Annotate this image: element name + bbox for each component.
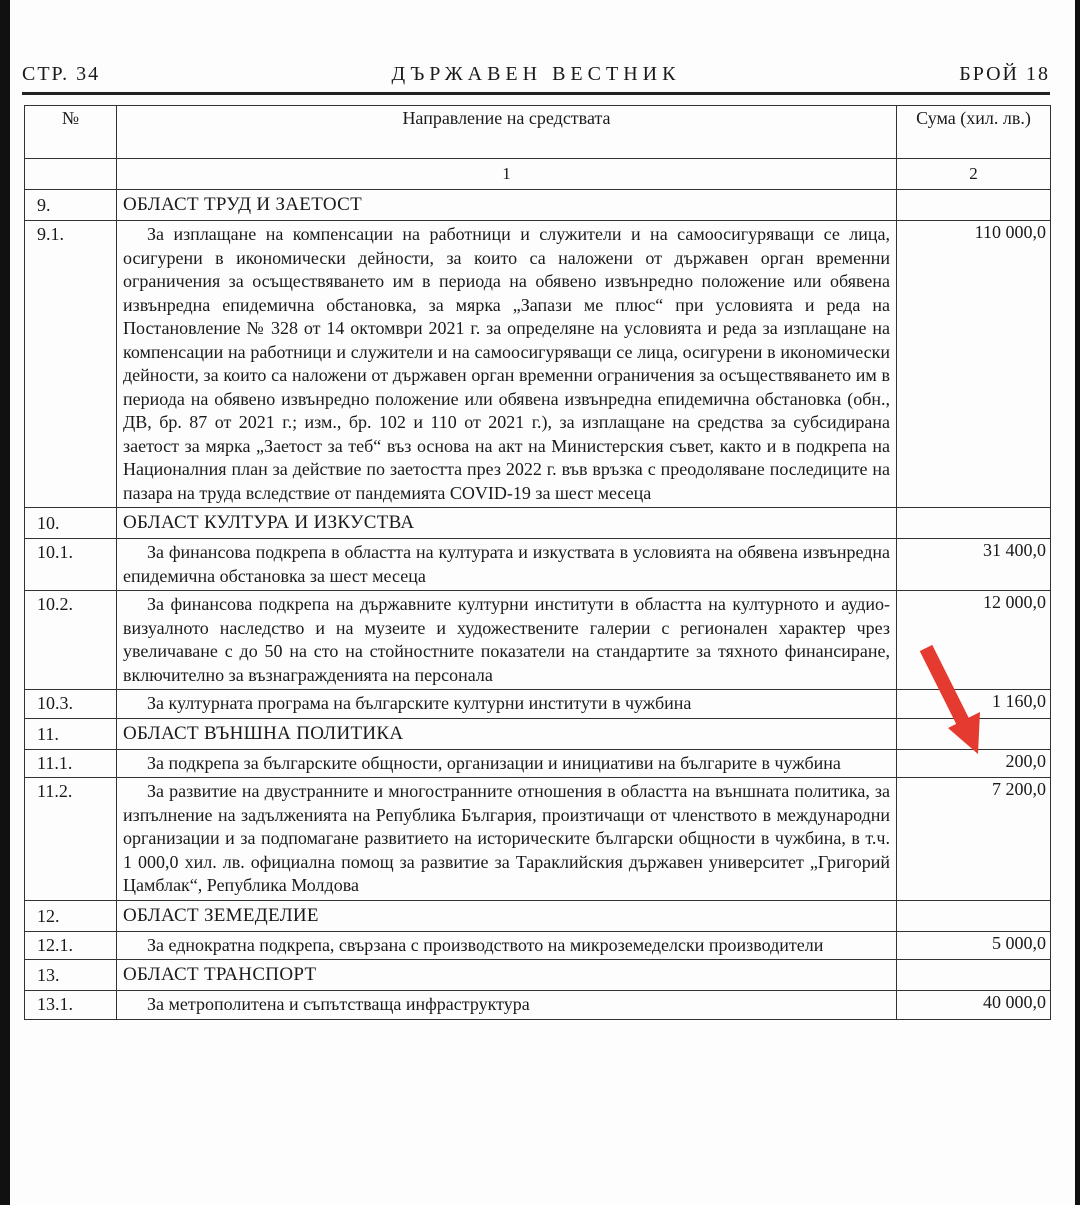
table-row [25, 690, 1051, 719]
row-amount: 200,0 [897, 749, 1051, 778]
row-description-text: За метрополитена и съпътстваща инфраструктура [147, 994, 530, 1014]
row-description [117, 749, 897, 778]
row-description-text: За изплащане на компенсации на работници и служители и на самоосигуряващи се лица, осигурени в икономически дейности, за които са наложени от държавен орган временни ограничения за осъществяването им в периода на обявено извънредно положение или обявена извънредна епидемична обстановка, за мярка „Запази ме плюс“ при условията и реда на Постановление № 328 от 14 октомври 2021 г. за определяне на условията и реда за изплащане на компенсации на работници и служители и на самоосигуряващи се лица, осигурени в икономически дейности, за които са наложени от държавен орган временни ограничения за осъществяването им в периода на обявено извънредно положение или обявена извънредна епидемична обстановка (обн., ДВ, бр. 87 от 2021 г.; изм., бр. 102 и 110 от 2021 г.), за изплащане на средства за субсидирана заетост за мярка „Заетост за теб“ въз основа на акт на Министерския съвет, както и в подкрепа на Националния план за действие по заетостта през 2022 г. във връзка с преодоляване последиците на пазара на труда вследствие от пандемията COVID-19 за шест месеца [123, 224, 890, 503]
row-amount [897, 508, 1051, 539]
column-header-amount: Сума (хил. лв.) [897, 106, 1051, 159]
row-amount: 40 000,0 [897, 991, 1051, 1020]
row-amount [897, 190, 1051, 221]
issue-number: БРОЙ 18 [959, 63, 1050, 85]
header-rule [22, 92, 1050, 95]
row-description-text: За подкрепа за българските общности, организации и инициативи на българите в чужбина [147, 752, 841, 773]
row-amount: 1 160,0 [897, 690, 1051, 719]
row-number: 13. [25, 960, 117, 991]
column-header-number: № [25, 106, 117, 159]
row-number: 9. [25, 190, 117, 221]
row-description [117, 778, 897, 901]
row-number: 10. [25, 508, 117, 539]
row-number: 12.1. [25, 931, 117, 960]
column-index-amount: 2 [897, 159, 1051, 190]
row-number: 13.1. [25, 991, 117, 1020]
row-section-title: ОБЛАСТ ТРУД И ЗАЕТОСТ [117, 190, 897, 221]
gazette-page [10, 0, 1075, 1205]
table-row [25, 508, 1051, 539]
row-amount [897, 960, 1051, 991]
row-number: 10.1. [25, 539, 117, 591]
publication-title: ДЪРЖАВЕН ВЕСТНИК [391, 63, 681, 85]
red-arrow-icon [918, 640, 988, 760]
table-row [25, 190, 1051, 221]
column-index-row [25, 159, 1051, 190]
row-description [117, 221, 897, 508]
row-section-title: ОБЛАСТ КУЛТУРА И ИЗКУСТВА [117, 508, 897, 539]
budget-table [24, 105, 1051, 1020]
row-description-text: За финансова подкрепа на държавните културни институти в областта на културното и аудио-визуалното наследство и на музеите и художествените галерии с регионален характер чрез увеличаване с до 50 на сто на стойностните показатели на стандартите за тяхното финансиране, включително за възнагражденията на персонала [123, 594, 890, 685]
row-amount: 31 400,0 [897, 539, 1051, 591]
row-description [117, 690, 897, 719]
row-amount: 110 000,0 [897, 221, 1051, 508]
table-row [25, 991, 1051, 1020]
table-row [25, 221, 1051, 508]
row-description [117, 991, 897, 1020]
table-row [25, 931, 1051, 960]
table-row [25, 900, 1051, 931]
row-amount [897, 900, 1051, 931]
photo-frame-right [1075, 0, 1080, 1205]
page-number: СТР. 34 [22, 63, 101, 85]
row-number: 10.3. [25, 690, 117, 719]
row-description-text: За културната програма на българските културни институти в чужбина [147, 693, 692, 713]
row-number: 11.2. [25, 778, 117, 901]
row-number: 9.1. [25, 221, 117, 508]
column-index-direction: 1 [117, 159, 897, 190]
table-header-row [25, 106, 1051, 159]
table-row [25, 778, 1051, 901]
row-description [117, 539, 897, 591]
row-description-text: За развитие на двустранните и многостранните отношения в областта на външната политика, за изпълнение на задълженията на Република България, произтичащи от членството в международни организации и за подпомагане развитието на историческите български общности в чужбина, в т.ч. 1 000,0 хил. лв. официална помощ за развитие за Тараклийския държавен университет „Григорий Цамблак“, Република Молдова [123, 781, 890, 895]
row-section-title: ОБЛАСТ ТРАНСПОРТ [117, 960, 897, 991]
row-amount: 12 000,0 [897, 591, 1051, 690]
row-description [117, 591, 897, 690]
column-header-direction: Направление на средствата [117, 106, 897, 159]
row-amount: 5 000,0 [897, 931, 1051, 960]
table-row [25, 539, 1051, 591]
row-section-title: ОБЛАСТ ЗЕМЕДЕЛИЕ [117, 900, 897, 931]
row-description [117, 931, 897, 960]
row-number: 11.1. [25, 749, 117, 778]
row-number: 11. [25, 718, 117, 749]
table-row [25, 960, 1051, 991]
table-row [25, 718, 1051, 749]
table-row [25, 591, 1051, 690]
photo-frame-left [0, 0, 10, 1205]
column-index-number [25, 159, 117, 190]
row-number: 10.2. [25, 591, 117, 690]
page-header [22, 60, 1050, 90]
row-number: 12. [25, 900, 117, 931]
row-amount: 7 200,0 [897, 778, 1051, 901]
row-section-title: ОБЛАСТ ВЪНШНА ПОЛИТИКА [117, 718, 897, 749]
table-row [25, 749, 1051, 778]
row-description-text: За финансова подкрепа в областта на културата и изкуствата в условията на обявена извънредна епидемична обстановка за шест месеца [123, 542, 890, 586]
row-description-text: За еднократна подкрепа, свързана с производството на микроземеделски производители [147, 934, 824, 955]
